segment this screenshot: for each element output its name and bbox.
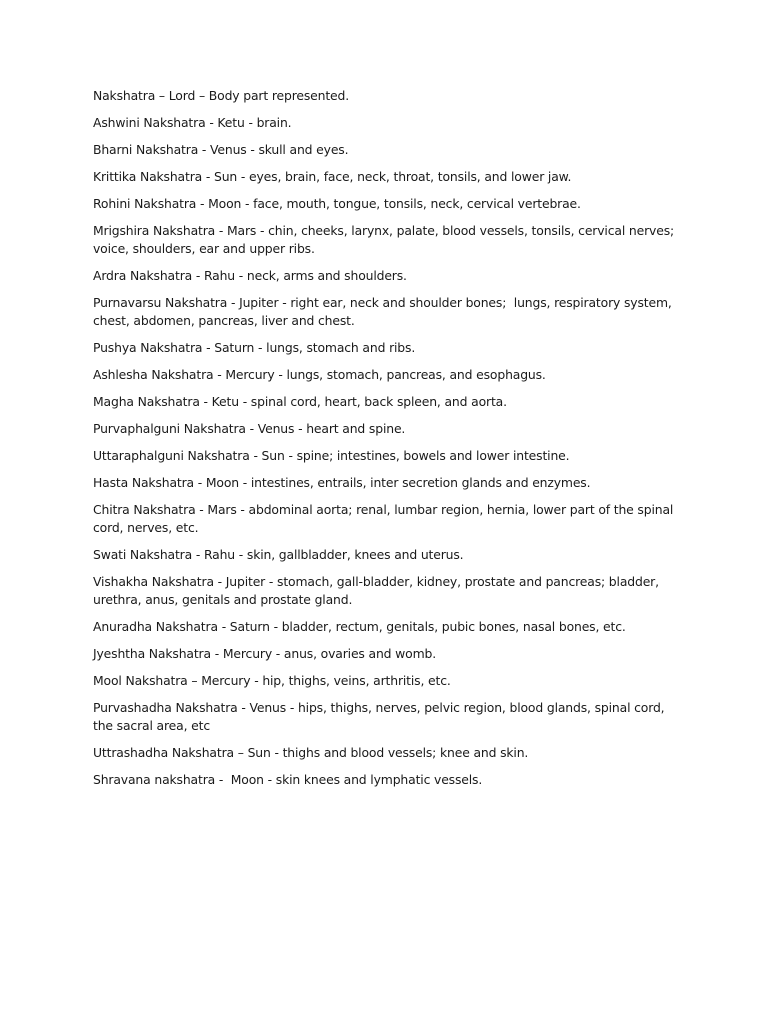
text-line: Purnavarsu Nakshatra - Jupiter - right ear, neck and shoulder bones; lungs, respiratory system, chest, abdomen, pancreas, liver and chest.: [93, 295, 676, 328]
text-line: Vishakha Nakshatra - Jupiter - stomach, gall-bladder, kidney, prostate and pancreas; bladder, urethra, anus, genitals and prostate gland.: [93, 574, 663, 607]
text-line: Uttrashadha Nakshatra – Sun - thighs and blood vessels; knee and skin.: [93, 745, 529, 760]
text-line: Jyeshtha Nakshatra - Mercury - anus, ovaries and womb.: [93, 646, 437, 661]
text-line: Purvaphalguni Nakshatra - Venus - heart and spine.: [93, 421, 406, 436]
text-line: Shravana nakshatra - Moon - skin knees and lymphatic vessels.: [93, 772, 483, 787]
text-line: Uttaraphalguni Nakshatra - Sun - spine; intestines, bowels and lower intestine.: [93, 448, 570, 463]
text-line: Hasta Nakshatra - Moon - intestines, entrails, inter secretion glands and enzymes.: [93, 475, 591, 490]
text-line: Ardra Nakshatra - Rahu - neck, arms and shoulders.: [93, 268, 407, 283]
text-line: Pushya Nakshatra - Saturn - lungs, stomach and ribs.: [93, 340, 416, 355]
text-line: Swati Nakshatra - Rahu - skin, gallbladder, knees and uterus.: [93, 547, 464, 562]
text-line: Mrigshira Nakshatra - Mars - chin, cheeks, larynx, palate, blood vessels, tonsils, cervical nerves; voice, shoulders, ear and upper ribs.: [93, 223, 678, 256]
text-line: Chitra Nakshatra - Mars - abdominal aorta; renal, lumbar region, hernia, lower part of the spinal cord, nerves, etc.: [93, 502, 677, 535]
text-line: Ashwini Nakshatra - Ketu - brain.: [93, 115, 292, 130]
text-line: Magha Nakshatra - Ketu - spinal cord, heart, back spleen, and aorta.: [93, 394, 507, 409]
text-line: Anuradha Nakshatra - Saturn - bladder, rectum, genitals, pubic bones, nasal bones, etc.: [93, 619, 626, 634]
header-line: Nakshatra – Lord – Body part represented.: [93, 88, 350, 103]
text-line: Rohini Nakshatra - Moon - face, mouth, tongue, tonsils, neck, cervical vertebrae.: [93, 196, 581, 211]
text-line: Ashlesha Nakshatra - Mercury - lungs, stomach, pancreas, and esophagus.: [93, 367, 546, 382]
document-body: [93, 87, 683, 798]
text-line: Purvashadha Nakshatra - Venus - hips, thighs, nerves, pelvic region, blood glands, spinal cord, the sacral area, etc: [93, 700, 669, 733]
text-line: Krittika Nakshatra - Sun - eyes, brain, face, neck, throat, tonsils, and lower jaw.: [93, 169, 572, 184]
text-line: Bharni Nakshatra - Venus - skull and eyes.: [93, 142, 349, 157]
text-line: Mool Nakshatra – Mercury - hip, thighs, veins, arthritis, etc.: [93, 673, 451, 688]
